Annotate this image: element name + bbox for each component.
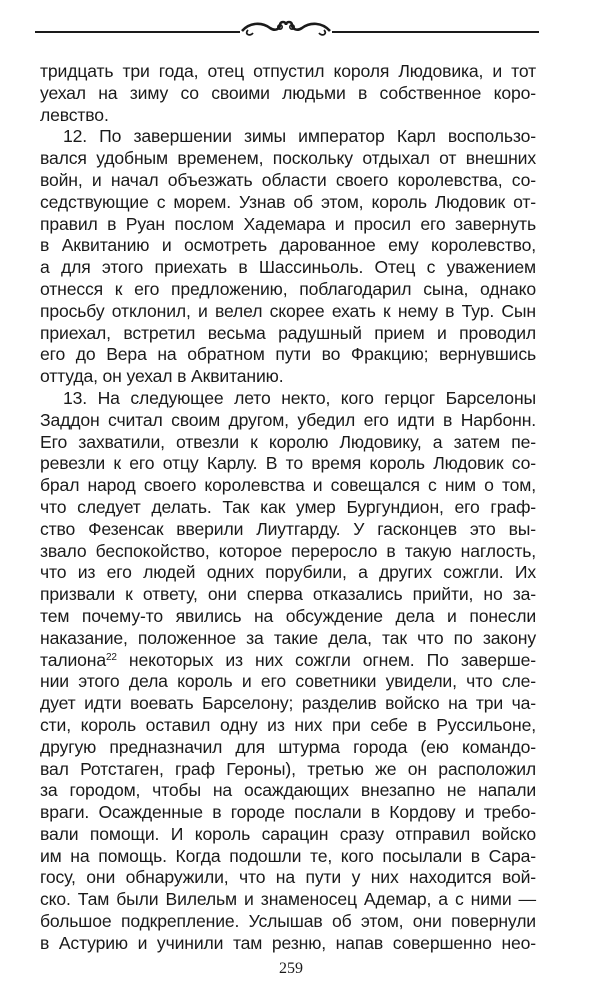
text-line: что из его людей одних порубили, а других сожгли. Их bbox=[40, 562, 536, 583]
text-line: брал народ своего королевства и совещался с ним о том, bbox=[40, 475, 536, 496]
section-13-first-line: 13. На следующее лето некто, кого герцог Барселоны bbox=[63, 387, 536, 408]
text-line: уехал на зиму со своими людьми в собственное коро- bbox=[40, 82, 536, 103]
text-line: вал Ротстаген, граф Героны), третью же он расположил bbox=[40, 758, 536, 779]
text-line: седствующие с морем. Узнав об этом, король Людовик от- bbox=[40, 191, 536, 212]
text-line: Его захватили, отвезли к королю Людовику, а затем пе- bbox=[40, 431, 536, 452]
text-line: его до Вера на обратном пути во Фракцию; вернувшись bbox=[40, 344, 536, 365]
text-line: тридцать три года, отец отпустил короля Людовика, и тот bbox=[40, 61, 536, 81]
page-number: 259 bbox=[279, 960, 303, 977]
text-line: госу, они обнаружили, что на пути у них находится вой- bbox=[40, 867, 536, 888]
text-line: тем почему-то явились на обсуждение дела и понесли bbox=[40, 605, 536, 626]
text-fragment: некоторых из них сожгли огнем. По заверше- bbox=[116, 649, 536, 670]
text-line: что следует делать. Так как умер Бургундион, его граф- bbox=[40, 496, 536, 517]
text-line: наказание, положенное за такие дела, так что по закону bbox=[40, 627, 536, 648]
text-line: вался удобным временем, поскольку отдыхал от внешних bbox=[40, 148, 536, 169]
section-12-first-line: 12. По завершении зимы император Карл воспользо- bbox=[63, 126, 536, 147]
text-line: дует идти воевать Барселону; разделив войско на три ча- bbox=[40, 693, 536, 714]
text-line: сти, король оставил одну из них при себе в Руссильоне, bbox=[40, 714, 536, 735]
text-line: левство. bbox=[40, 104, 109, 125]
text-line: Заддон считал своим другом, убедил его идти в Нарбонн. bbox=[40, 409, 536, 430]
scroll-ornament-icon bbox=[240, 18, 332, 38]
text-line: им на помощь. Когда подошли те, кого посылали в Сара- bbox=[40, 845, 536, 866]
text-line: приехал, встретил весьма радушный прием и проводил bbox=[40, 322, 536, 343]
text-line: ско. Там были Вилельм и знаменосец Адемар, а с ними — bbox=[40, 889, 536, 910]
text-line: отнесся к его предложению, поблагодарил сына, однако bbox=[40, 278, 536, 299]
text-line: правил в Руан послом Хадемара и просил его завернуть bbox=[40, 213, 536, 234]
text-line: большое подкрепление. Услышав об этом, они повернули bbox=[40, 911, 536, 932]
text-line: войн, и начал объезжать области своего королевства, со- bbox=[40, 169, 536, 190]
text-line: за городом, чтобы на осаждающих внезапно не напали bbox=[40, 780, 536, 801]
text-line: оттуда, он уехал в Аквитанию. bbox=[40, 366, 284, 387]
text-line: ство Фезенсак вверили Лиутгарду. У гасконцев это вы- bbox=[40, 518, 536, 539]
text-line: другую предназначил для штурма города (ею командо- bbox=[40, 736, 536, 757]
text-line: ревезли к его отцу Карлу. В то время король Людовик со- bbox=[40, 453, 536, 474]
text-line: звало беспокойство, которое переросло в такую наглость, bbox=[40, 540, 536, 561]
text-line: а для этого приехать в Шассиньоль. Отец с уважением bbox=[40, 257, 536, 278]
text-line: призвали к ответу, они сперва отказались прийти, но за- bbox=[40, 584, 536, 605]
text-fragment: талиона bbox=[40, 649, 106, 670]
text-line: вали помощи. И король сарацин сразу отправил войско bbox=[40, 823, 536, 844]
text-line: нии этого дела король и его советники увидели, что сле- bbox=[40, 671, 536, 692]
text-line: в Астурию и учинили там резню, напав совершенно нео- bbox=[40, 932, 536, 953]
page-body-text bbox=[40, 61, 536, 955]
footnote-reference-22[interactable]: 22 bbox=[105, 651, 117, 663]
text-line: в Аквитанию и осмотреть дарованное ему королевство, bbox=[40, 235, 536, 256]
text-line: просьбу отклонил, и велел скорее ехать к нему в Тур. Сын bbox=[40, 300, 536, 321]
text-line: враги. Осажденные в городе послали в Кордову и требо- bbox=[40, 802, 536, 823]
footnote-line bbox=[40, 650, 536, 672]
